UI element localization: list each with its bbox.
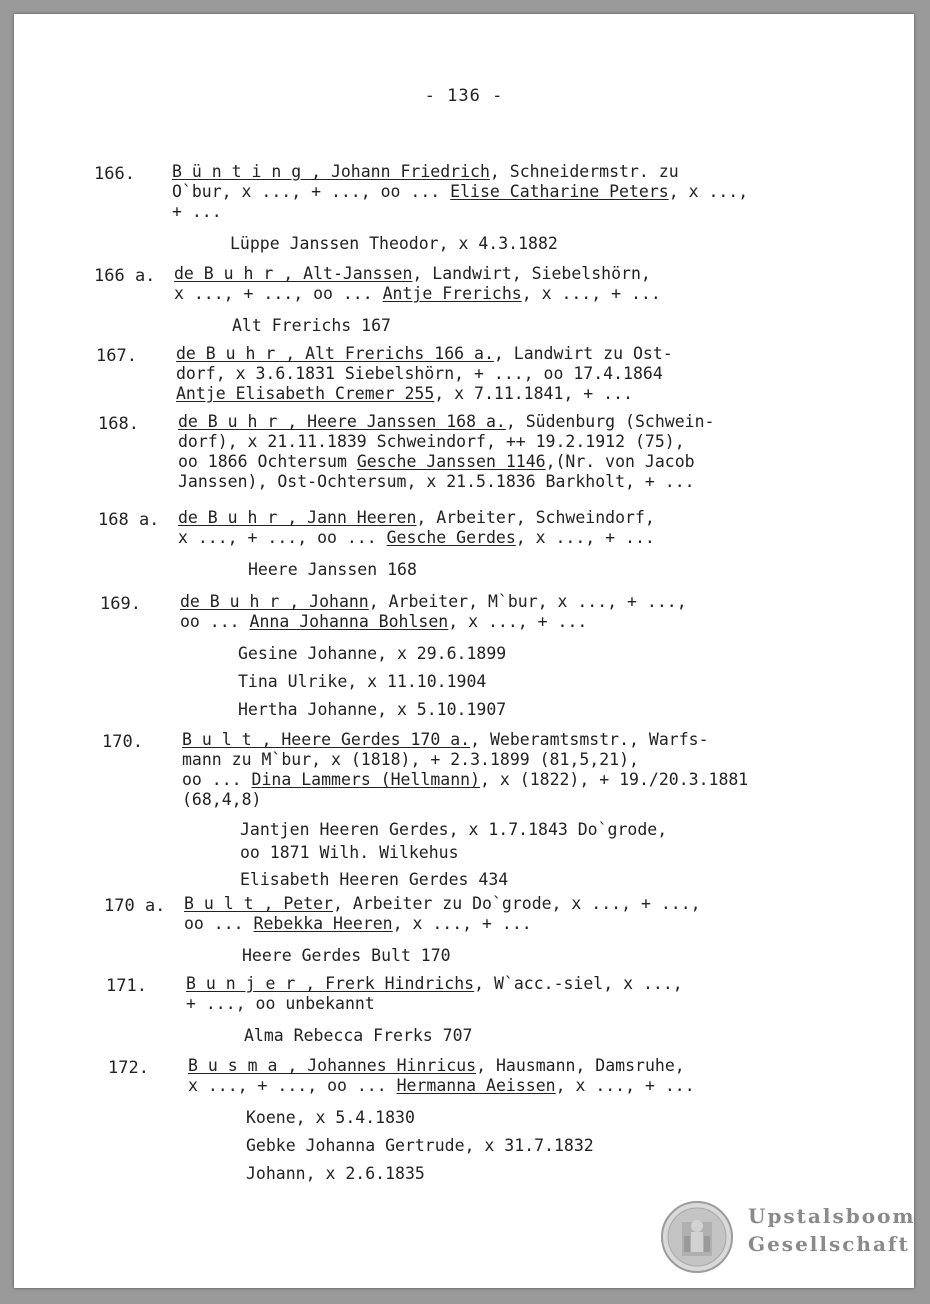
person-name: de B u h r , Heere Janssen 168 a.: [178, 412, 506, 431]
entry-line: [178, 528, 655, 548]
entry-line: [178, 432, 685, 452]
entry-line: [184, 914, 532, 934]
entry-text: ,(Nr. von Jacob: [545, 452, 695, 471]
page-number: - 136 -: [424, 86, 504, 106]
entry-number: 166.: [94, 164, 135, 184]
entry-line: [188, 1056, 685, 1076]
child-entry: Johann, x 2.6.1835: [246, 1164, 425, 1183]
entry-line: [182, 770, 748, 790]
entry-number: 171.: [106, 976, 147, 996]
entry-text: O`bur, x ..., + ..., oo ...: [172, 182, 451, 201]
entry-number: 168.: [98, 414, 139, 434]
entry-text: , x ..., + ...: [448, 612, 588, 631]
entry-line: [182, 730, 709, 750]
entry-text: , Südenburg (Schwein-: [505, 412, 715, 431]
entry-line: [180, 592, 687, 612]
entry-text: oo 1866 Ochtersum: [178, 452, 357, 471]
entry-number: 169.: [100, 594, 141, 614]
entry-text: (68,4,8): [182, 790, 262, 809]
spouse-name: Hermanna Aeissen: [396, 1076, 556, 1095]
entry-line: [176, 344, 673, 364]
entry-text: , x 7.11.1841, + ...: [434, 384, 633, 403]
entry-text: mann zu M`bur, x (1818), + 2.3.1899 (81,5,21),: [182, 750, 639, 769]
entry-text: dorf), x 21.11.1839 Schweindorf, ++ 19.2.1912 (75),: [178, 432, 685, 451]
document-page: [14, 14, 914, 1288]
person-name: de B u h r , Jann Heeren: [178, 508, 417, 527]
entry-text: , x ..., + ...: [521, 284, 661, 303]
entry-text: , W`acc.-siel, x ...,: [474, 974, 683, 993]
entry-line: [186, 994, 375, 1014]
entry-text: , x ..., + ...: [555, 1076, 695, 1095]
spouse-name: Dina Lammers (Hellmann): [251, 770, 481, 789]
seal-emblem-icon: [660, 1200, 734, 1274]
logo-line-1: Upstalsboom: [748, 1204, 916, 1228]
entry-number: 172.: [108, 1058, 149, 1078]
entry-line: [176, 364, 663, 384]
entry-text: , Arbeiter zu Do`grode, x ..., + ...,: [333, 894, 701, 913]
entry-text: , Arbeiter, Schweindorf,: [416, 508, 655, 527]
entry-text: oo ...: [182, 770, 252, 789]
entry-text: , x (1822), + 19./20.3.1881: [480, 770, 749, 789]
person-name: B u s m a , Johannes Hinricus: [188, 1056, 477, 1075]
entry-line: [172, 162, 679, 182]
child-entry: Heere Gerdes Bult 170: [242, 946, 451, 965]
spouse-name: Rebekka Heeren: [253, 914, 393, 933]
entry-text: , Arbeiter, M`bur, x ..., + ...,: [368, 592, 687, 611]
entry-line: [176, 384, 633, 404]
child-entry: Gesine Johanne, x 29.6.1899: [238, 644, 507, 663]
entry-text: dorf, x 3.6.1831 Siebelshörn, + ..., oo 17.4.1864: [176, 364, 663, 383]
entry-line: [174, 264, 651, 284]
entry-text: , Schneidermstr. zu: [489, 162, 679, 181]
entry-text: Janssen), Ost-Ochtersum, x 21.5.1836 Barkholt, + ...: [178, 472, 695, 491]
entry-number: 167.: [96, 346, 137, 366]
entry-text: oo ...: [180, 612, 250, 631]
entry-line: [172, 202, 222, 222]
spouse-name: Antje Frerichs: [382, 284, 522, 303]
child-entry: Alma Rebecca Frerks 707: [244, 1026, 473, 1045]
spouse-name: Antje Elisabeth Cremer 255: [176, 384, 435, 403]
child-entry: Tina Ulrike, x 11.10.1904: [238, 672, 487, 691]
entry-line: [178, 412, 714, 432]
entry-text: oo ...: [184, 914, 254, 933]
entry-text: + ...: [172, 202, 222, 221]
person-name: de B u h r , Alt Frerichs 166 a.: [176, 344, 494, 363]
spouse-name: Anna Johanna Bohlsen: [249, 612, 449, 631]
entry-text: , Weberamtsmstr., Warfs-: [470, 730, 709, 749]
spouse-name: Elise Catharine Peters: [450, 182, 669, 201]
entry-number: 170 a.: [104, 896, 166, 916]
entry-text: , Hausmann, Damsruhe,: [476, 1056, 685, 1075]
entry-text: , Landwirt zu Ost-: [493, 344, 673, 363]
entry-line: [180, 612, 587, 632]
entry-line: [186, 974, 683, 994]
child-entry: Lüppe Janssen Theodor, x 4.3.1882: [230, 234, 558, 253]
entry-line: [178, 472, 695, 492]
entry-number: 166 a.: [94, 266, 156, 286]
person-name: B u l t , Heere Gerdes 170 a.: [182, 730, 471, 749]
society-logo: [660, 1200, 916, 1280]
entry-text: + ..., oo unbekannt: [186, 994, 375, 1013]
entry-text: , x ..., + ...: [392, 914, 532, 933]
entry-line: [174, 284, 661, 304]
entry-line: [188, 1076, 695, 1096]
child-entry: Hertha Johanne, x 5.10.1907: [238, 700, 507, 719]
child-entry: Gebke Johanna Gertrude, x 31.7.1832: [246, 1136, 594, 1155]
person-name: B u n j e r , Frerk Hindrichs: [186, 974, 475, 993]
child-entry: Koene, x 5.4.1830: [246, 1108, 415, 1127]
child-entry: Jantjen Heeren Gerdes, x 1.7.1843 Do`grode,: [240, 820, 668, 839]
child-entry: Alt Frerichs 167: [232, 316, 391, 335]
person-name: B ü n t i n g , Johann Friedrich: [172, 162, 490, 181]
entry-text: , x ..., + ...: [515, 528, 655, 547]
entry-number: 170.: [102, 732, 143, 752]
entry-number: 168 a.: [98, 510, 160, 530]
entry-line: [184, 894, 701, 914]
entry-line: [172, 182, 748, 202]
entry-line: [178, 452, 695, 472]
logo-line-2: Gesellschaft: [748, 1232, 910, 1256]
spouse-name: Gesche Janssen 1146: [356, 452, 546, 471]
entry-text: x ..., + ..., oo ...: [178, 528, 387, 547]
person-name: B u l t , Peter: [184, 894, 334, 913]
entry-line: [182, 790, 261, 810]
entry-text: x ..., + ..., oo ...: [188, 1076, 397, 1095]
person-name: de B u h r , Alt-Janssen: [174, 264, 413, 283]
child-entry: oo 1871 Wilh. Wilkehus: [240, 843, 459, 862]
entry-line: [178, 508, 655, 528]
entry-text: , Landwirt, Siebelshörn,: [412, 264, 651, 283]
child-entry: Heere Janssen 168: [248, 560, 417, 579]
child-entry: Elisabeth Heeren Gerdes 434: [240, 870, 509, 889]
person-name: de B u h r , Johann: [180, 592, 369, 611]
entry-text: , x ...,: [668, 182, 749, 201]
entry-text: x ..., + ..., oo ...: [174, 284, 383, 303]
spouse-name: Gesche Gerdes: [386, 528, 516, 547]
entry-line: [182, 750, 639, 770]
